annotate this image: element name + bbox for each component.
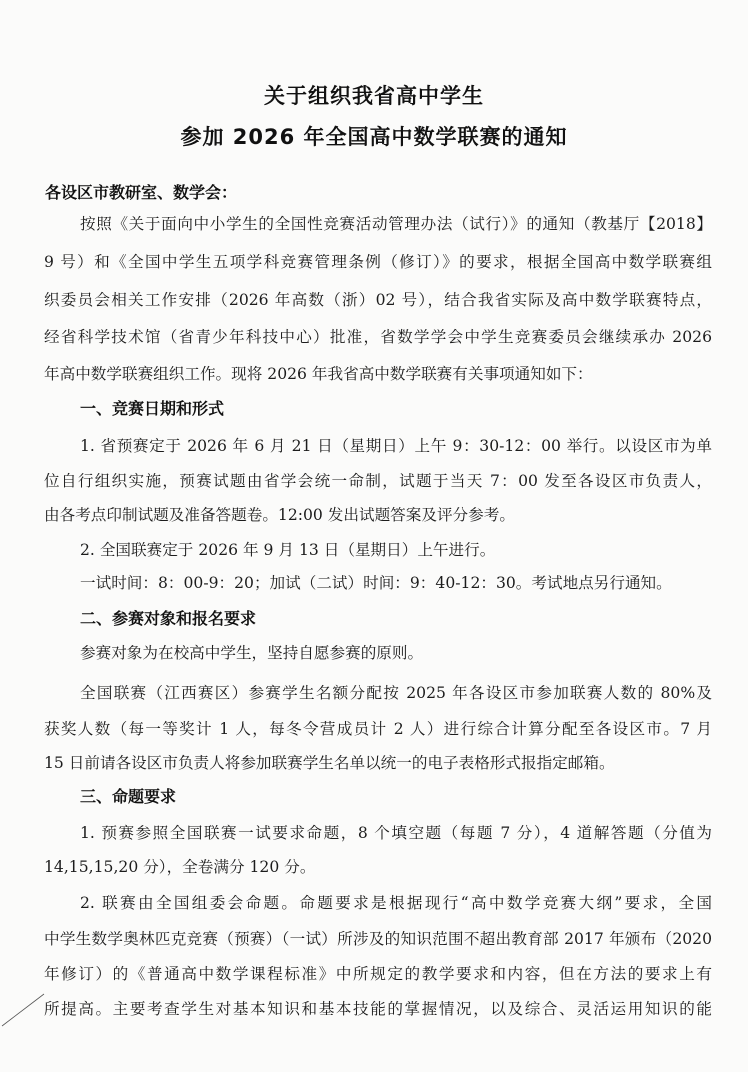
section-3-p2-line-4: 所提高。主要考查学生对基本知识和基本技能的掌握情况，以及综合、灵活运用知识的能 <box>44 1000 712 1018</box>
section-3-heading: 三、命题要求 <box>80 787 177 806</box>
section-3-p2-line-3: 年修订）的《普通高中数学课程标准》中所规定的教学要求和内容，但在方法的要求上有 <box>44 965 712 983</box>
section-1-p1-line-2: 位自行组织实施，预赛试题由省学会统一命制，试题于当天 7：00 发至各设区市负责人， <box>44 472 712 490</box>
section-2-p1: 参赛对象为在校高中学生，坚持自愿参赛的原则。 <box>80 644 424 662</box>
section-1-p2: 2. 全国联赛定于 2026 年 9 月 13 日（星期日）上午进行。 <box>80 541 496 559</box>
section-1-heading: 一、竞赛日期和形式 <box>80 399 225 418</box>
section-1-p3: 一试时间：8：00-9：20；加试（二试）时间：9：40-12：30。考试地点另行通知。 <box>80 574 672 592</box>
section-2-heading: 二、参赛对象和报名要求 <box>80 609 257 628</box>
section-1-p1-line-3: 由各考点印制试题及准备答题卷。12:00 发出试题答案及评分参考。 <box>44 506 515 524</box>
section-3-p2-line-1: 2. 联赛由全国组委会命题。命题要求是根据现行“高中数学竞赛大纲”要求，全国 <box>80 894 712 912</box>
section-3-p1-line-2: 14,15,15,20 分），全卷满分 120 分。 <box>44 858 316 876</box>
section-2-p2-line-1: 全国联赛（江西赛区）参赛学生名额分配按 2025 年各设区市参加联赛人数的 80%及 <box>80 684 712 702</box>
section-3-p2-line-2: 中学生数学奥林匹克竞赛（预赛）（一试）所涉及的知识范围不超出教育部 2017 年颁布（2020 <box>44 930 712 948</box>
pencil-mark-icon <box>0 990 46 1030</box>
intro-line-5: 年高中数学联赛组织工作。现将 2026 年我省高中数学联赛有关事项通知如下： <box>44 365 593 383</box>
section-2-p2-line-2: 获奖人数（每一等奖计 1 人，每冬令营成员计 2 人）进行综合计算分配至各设区市。7 月 <box>44 720 712 738</box>
salutation: 各设区市教研室、数学会： <box>45 183 238 202</box>
section-3-p1-line-1: 1. 预赛参照全国联赛一试要求命题，8 个填空题（每题 7 分），4 道解答题（分值为 <box>80 824 712 842</box>
intro-line-2: 9 号）和《全国中学生五项学科竞赛管理条例（修订）》的要求，根据全国高中数学联赛组 <box>44 253 712 271</box>
section-2-p2-line-3: 15 日前请各设区市负责人将参加联赛学生名单以统一的电子表格形式报指定邮箱。 <box>44 754 615 772</box>
intro-line-1: 按照《关于面向中小学生的全国性竞赛活动管理办法（试行）》的通知（教基厅【2018】 <box>80 215 712 233</box>
intro-line-4: 经省科学技术馆（省青少年科技中心）批准，省数学学会中学生竞赛委员会继续承办 2026 <box>44 328 712 346</box>
section-1-p1-line-1: 1. 省预赛定于 2026 年 6 月 21 日（星期日）上午 9：30-12：00 举行。以设区市为单 <box>80 437 712 455</box>
document-title-line-2: 参加 2026 年全国高中数学联赛的通知 <box>180 125 568 149</box>
intro-line-3: 织委员会相关工作安排（2026 年高数（浙）02 号），结合我省实际及高中数学联赛特点， <box>44 291 712 309</box>
document-title-line-1: 关于组织我省高中学生 <box>264 84 484 108</box>
